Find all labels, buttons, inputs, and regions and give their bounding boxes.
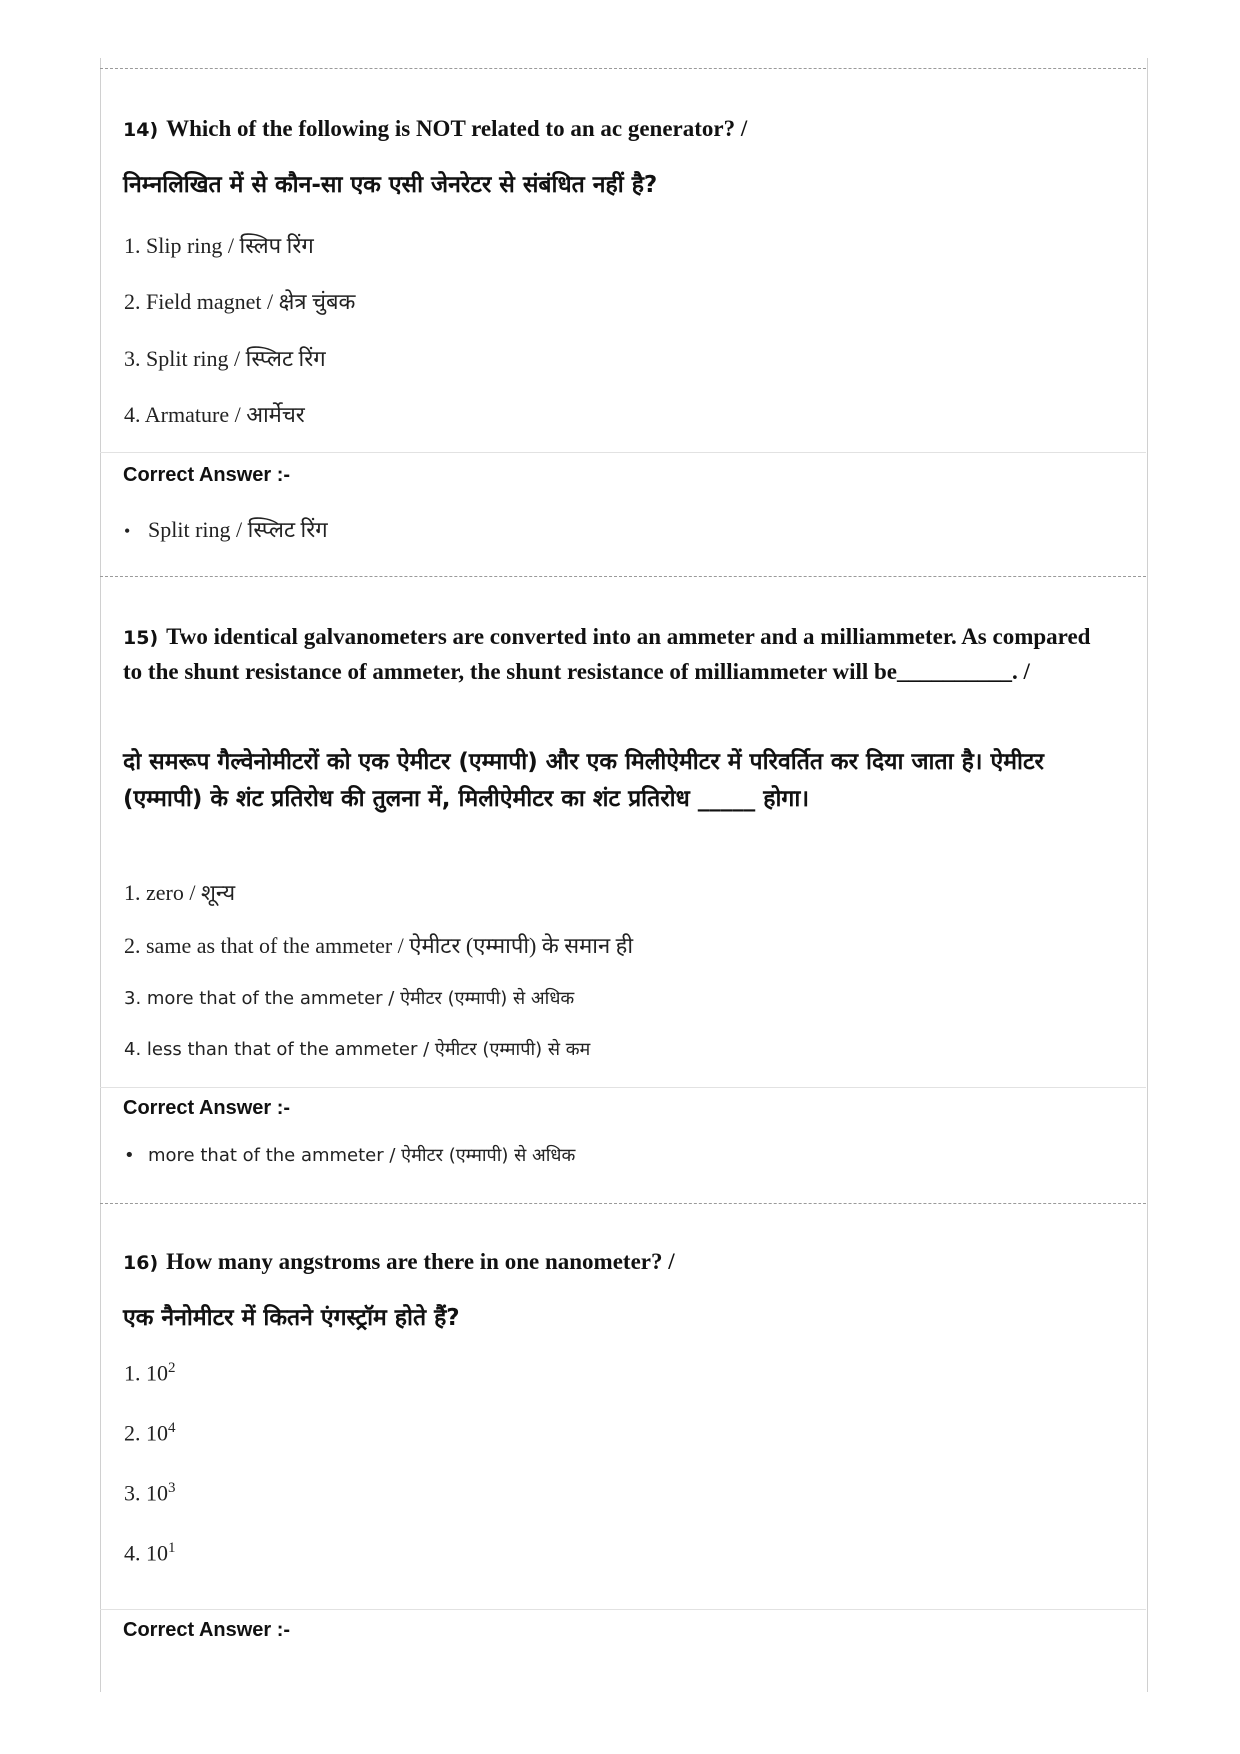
- question-text-en: 15) Two identical galvanometers are converted into an ammeter and a milliammeter. As compared to the shunt resistance of ammeter, the shunt resistance of milliammeter will be__________. /: [123, 624, 1091, 684]
- correct-answer-label: Correct Answer :-: [123, 1619, 291, 1641]
- correct-answer: • more that of the ammeter / ऐमीटर (एम्मापी) से अधिक: [124, 1145, 576, 1166]
- bullet-icon: •: [124, 1145, 135, 1166]
- option-3[interactable]: 3. more that of the ammeter / ऐमीटर (एम्मापी) से अधिक: [124, 988, 575, 1009]
- option-4[interactable]: 4. Armature / आर्मेचर: [124, 402, 305, 427]
- answer-separator: [100, 1087, 1146, 1088]
- option-1[interactable]: 1. Slip ring / स्लिप रिंग: [124, 233, 314, 258]
- option-3[interactable]: 3. $10^3$: [124, 1480, 176, 1506]
- question-separator: [100, 1203, 1146, 1204]
- option-4[interactable]: 4. $10^1$: [124, 1540, 176, 1566]
- correct-answer: • Split ring / स्प्लिट रिंग: [124, 517, 328, 542]
- correct-answer-label: Correct Answer :-: [123, 464, 291, 486]
- option-1[interactable]: 1. $10^2$: [124, 1360, 176, 1386]
- question-separator: [100, 68, 1146, 69]
- question-separator: [100, 576, 1146, 577]
- question-text-hi: दो समरूप गैल्वेनोमीटरों को एक ऐमीटर (एम्मापी) और एक मिलीऐमीटर में परिवर्तित कर दिया जाता है। ऐमीटर (एम्मापी) के शंट प्रतिरोध की तुलना में, मिलीऐमीटर का शंट प्रतिरोध _____ होगा।: [123, 749, 1044, 812]
- question-text-hi: एक नैनोमीटर में कितने एंगस्ट्रॉम होते हैं?: [123, 1305, 460, 1331]
- question-number: 16): [123, 1252, 159, 1274]
- option-3[interactable]: 3. Split ring / स्प्लिट रिंग: [124, 346, 326, 371]
- answer-separator: [100, 1609, 1146, 1610]
- option-2[interactable]: 2. Field magnet / क्षेत्र चुंबक: [124, 289, 356, 314]
- question-15-hindi: [123, 744, 1113, 818]
- option-4[interactable]: 4. less than that of the ammeter / ऐमीटर (एम्मापी) से कम: [124, 1039, 591, 1060]
- question-16-hindi: [123, 1300, 1113, 1337]
- correct-answer-label: Correct Answer :-: [123, 1097, 291, 1119]
- question-15: [123, 620, 1113, 689]
- question-14: [123, 112, 1113, 147]
- question-16: [123, 1245, 1113, 1280]
- option-2[interactable]: 2. same as that of the ammeter / ऐमीटर (एम्मापी) के समान ही: [124, 933, 634, 958]
- question-14-hindi: [123, 167, 1113, 204]
- question-text-en: 16) How many angstroms are there in one nanometer? /: [123, 1249, 675, 1274]
- question-text-en: 14) Which of the following is NOT related to an ac generator? /: [123, 116, 748, 141]
- question-number: 14): [123, 119, 159, 141]
- option-2[interactable]: 2. $10^4$: [124, 1420, 176, 1446]
- answer-separator: [100, 452, 1146, 453]
- question-number: 15): [123, 627, 159, 649]
- bullet-icon: •: [124, 521, 131, 541]
- question-text-hi: निम्नलिखित में से कौन-सा एक एसी जेनरेटर से संबंधित नहीं है?: [123, 172, 658, 198]
- option-1[interactable]: 1. zero / शून्य: [124, 880, 236, 905]
